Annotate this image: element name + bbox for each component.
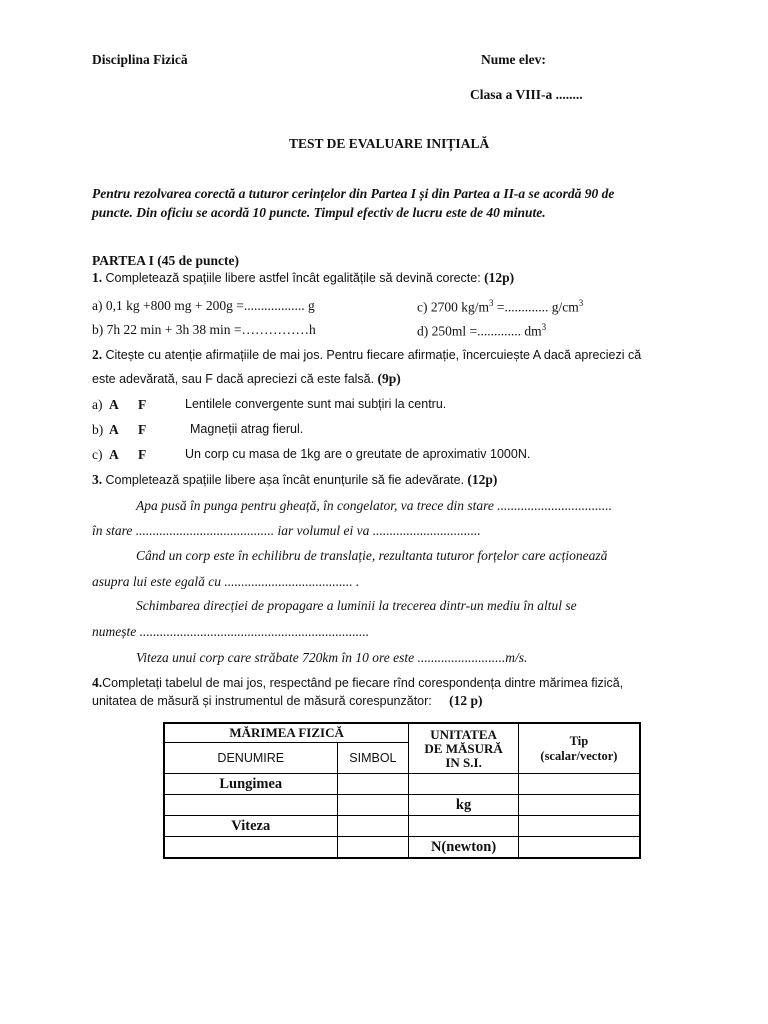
question-2-line-2: este adevărată, sau F dacă apreciezi că este falsă. (9p) bbox=[92, 371, 401, 386]
q1-item-b: b) 7h 22 min + 3h 38 min =……………h bbox=[92, 322, 316, 337]
q3-number: 3. bbox=[92, 472, 103, 487]
cell-simbol[interactable] bbox=[337, 774, 409, 795]
answer-a[interactable]: A bbox=[109, 447, 119, 462]
answer-a[interactable]: A bbox=[109, 397, 119, 412]
q1-text: Completează spațiile libere astfel încât egalitățile să devină corecte: bbox=[105, 271, 481, 285]
cell-tip[interactable] bbox=[518, 837, 640, 859]
part1-heading: PARTEA I (45 de puncte) bbox=[92, 253, 240, 268]
cell-denumire[interactable]: Lungimea bbox=[164, 774, 337, 795]
answer-f[interactable]: F bbox=[138, 397, 147, 412]
discipline-label: Disciplina Fizică bbox=[92, 52, 188, 67]
header-marime: MĂRIMEA FIZICĂ bbox=[164, 723, 409, 743]
cell-unitate[interactable]: N(newton) bbox=[409, 837, 519, 859]
answer-f[interactable]: F bbox=[138, 447, 147, 462]
q1-number: 1. bbox=[92, 270, 103, 285]
q3-line-3: Când un corp este în echilibru de translație, rezultanta tuturor forțelor care acționează bbox=[136, 548, 608, 563]
class-label: Clasa a VIII-a ........ bbox=[470, 87, 583, 102]
question-4-line-2: unitatea de măsură și instrumentul de măsură corespunzător: (12 p) bbox=[92, 693, 483, 708]
table-row bbox=[164, 795, 640, 816]
q3-line-5: Schimbarea direcției de propagare a luminii la trecerea dintr-un mediu în altul se bbox=[136, 598, 577, 613]
q3-line-1: Apa pusă în punga pentru gheață, în congelator, va trece din stare .................................. bbox=[136, 498, 612, 513]
q3-line-4: asupra lui este egală cu ...................................... . bbox=[92, 574, 360, 589]
cell-unitate[interactable] bbox=[409, 816, 519, 837]
cell-denumire[interactable] bbox=[164, 837, 337, 859]
table-row bbox=[164, 816, 640, 837]
header-tip: Tip (scalar/vector) bbox=[518, 723, 640, 774]
cell-unitate[interactable] bbox=[409, 774, 519, 795]
header-unitate: UNITATEA DE MĂSURĂ IN S.I. bbox=[409, 723, 519, 774]
cell-simbol[interactable] bbox=[337, 837, 409, 859]
page-title: TEST DE EVALUARE INIȚIALĂ bbox=[289, 136, 490, 151]
table-row bbox=[164, 774, 640, 795]
question-3: 3. Completează spațiile libere așa încât enunțurile să fie adevărate. (12p) bbox=[92, 472, 498, 487]
q4-points: (12 p) bbox=[449, 693, 483, 708]
header-denumire: DENUMIRE bbox=[164, 743, 337, 774]
cell-simbol[interactable] bbox=[337, 795, 409, 816]
question-2-line-1: 2. Citește cu atenție afirmațiile de mai jos. Pentru fiecare afirmație, încercuiește A dacă apreciezi că bbox=[92, 347, 642, 362]
cell-simbol[interactable] bbox=[337, 816, 409, 837]
cell-denumire[interactable] bbox=[164, 795, 337, 816]
q2-item-b: b) A F Magneții atrag fierul. bbox=[92, 422, 304, 437]
q2-number: 2. bbox=[92, 347, 103, 362]
q1-item-c: c) 2700 $kg/m^3$ =............. $g/cm^3$ bbox=[417, 298, 584, 315]
answer-f[interactable]: F bbox=[138, 422, 147, 437]
q3-points: (12p) bbox=[467, 472, 498, 487]
answer-a[interactable]: A bbox=[109, 422, 119, 437]
instructions-line-1: Pentru rezolvarea corectă a tuturor cerințelor din Partea I și din Partea a II-a se acordă 90 de bbox=[92, 186, 615, 201]
q3-line-2: în stare ......................................... iar volumul ei va ................................ bbox=[92, 523, 481, 538]
question-4-line-1: 4.Completați tabelul de mai jos, respectând pe fiecare rînd corespondența dintre mărimea fizică, bbox=[92, 675, 624, 690]
cell-tip[interactable] bbox=[518, 795, 640, 816]
student-name-label: Nume elev: bbox=[481, 52, 546, 67]
physics-table bbox=[163, 722, 641, 859]
cell-denumire[interactable]: Viteza bbox=[164, 816, 337, 837]
cell-tip[interactable] bbox=[518, 774, 640, 795]
question-1 bbox=[92, 270, 514, 286]
instructions-line-2: puncte. Din oficiu se acordă 10 puncte. Timpul efectiv de lucru este de 40 minute. bbox=[92, 205, 546, 220]
cell-tip[interactable] bbox=[518, 816, 640, 837]
q1-item-a: a) 0,1 kg +800 mg + 200g =.................. g bbox=[92, 298, 315, 313]
q1-points: (12p) bbox=[484, 270, 515, 285]
q1-item-d: d) 250ml =............. $dm^3$ bbox=[417, 322, 547, 339]
table-row bbox=[164, 837, 640, 859]
q3-line-6: numește .................................................................... bbox=[92, 624, 370, 639]
cell-unitate[interactable]: kg bbox=[409, 795, 519, 816]
q4-number: 4. bbox=[92, 675, 103, 690]
q3-line-7: Viteza unui corp care străbate 720km în 10 ore este ..........................m/s. bbox=[136, 650, 528, 665]
q2-item-a: a) A F Lentilele convergente sunt mai subțiri la centru. bbox=[92, 397, 447, 412]
q2-points: (9p) bbox=[377, 371, 401, 386]
q2-item-c: c) A F Un corp cu masa de 1kg are o greutate de aproximativ 1000N. bbox=[92, 447, 531, 462]
header-simbol: SIMBOL bbox=[337, 743, 409, 774]
